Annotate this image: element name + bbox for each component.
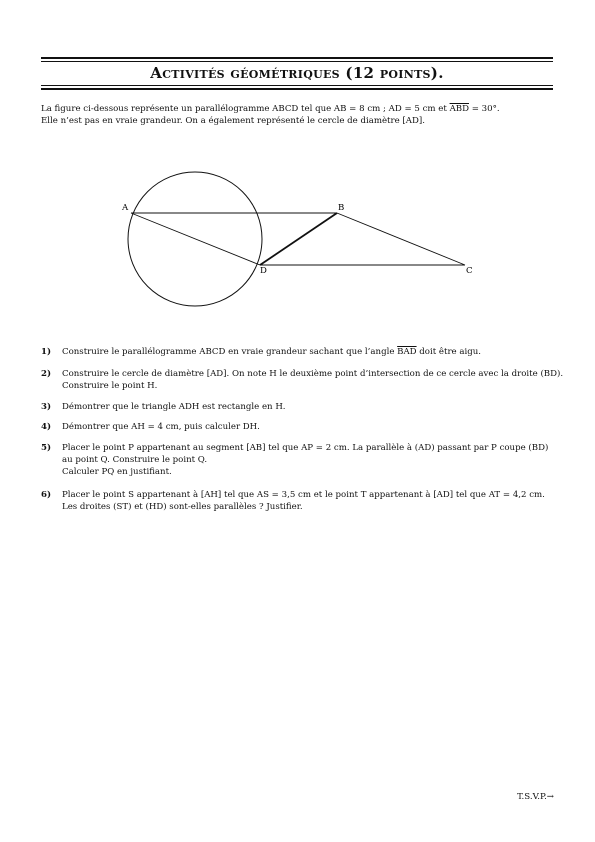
question-6-text <box>62 489 554 513</box>
angle-abd: $\overline{ABD}$ <box>449 104 469 114</box>
segment-ad <box>131 213 260 265</box>
question-3-line-1: Démontrer que le triangle ADH est rectangle en H. <box>62 402 286 412</box>
label-b: B <box>338 203 345 213</box>
segment-bc <box>337 213 465 265</box>
question-2-number: 2) <box>41 369 52 379</box>
question-4-number: 4) <box>41 422 52 432</box>
question-5-number: 5) <box>41 443 52 453</box>
label-a: A <box>122 203 129 213</box>
page-title: Activités géométriques (12 points). <box>150 64 444 82</box>
question-4-line-1: Démontrer que AH = 4 cm, puis calculer DH. <box>62 422 260 432</box>
intro-line-2: Elle n’est pas en vraie grandeur. On a également représenté le cercle de diamètre [AD]. <box>41 116 425 126</box>
segment-bd <box>260 213 337 265</box>
label-c: C <box>466 266 473 276</box>
question-2-line-1: Construire le cercle de diamètre [AD]. On note H le deuxième point d’intersection de ce cercle avec la droite (BD). <box>62 369 564 379</box>
question-3-text <box>62 401 554 413</box>
question-3-number: 3) <box>41 402 52 412</box>
question-5-line-3: Calculer PQ en justifiant. <box>62 467 172 477</box>
question-6-line-2: Les droites (ST) et (HD) sont-elles parallèles ? Justifier. <box>62 502 303 512</box>
question-5-line-1: Placer le point P appartenant au segment [AB] tel que AP = 2 cm. La parallèle à (AD) passant par P coupe (BD) <box>62 443 549 453</box>
question-2-text <box>62 368 564 392</box>
question-1-line-1 <box>62 346 554 358</box>
intro-line-1-prefix: La figure ci-dessous représente un parallélogramme ABCD tel que AB = 8 cm ; AD = 5 cm et <box>41 104 450 114</box>
question-1-line-1-text: Construire le parallélogramme ABCD en vraie grandeur sachant que l’angle <box>62 347 398 357</box>
question-6-number: 6) <box>41 490 52 500</box>
label-d: D <box>260 266 267 276</box>
question-6-line-1: Placer le point S appartenant à [AH] tel que AS = 3,5 cm et le point T appartenant à [AD] tel que AT = 4,2 cm. <box>62 490 545 500</box>
question-4-text <box>62 421 554 433</box>
intro-line-1-suffix: = 30°. <box>468 104 500 114</box>
question-5-text <box>62 442 554 478</box>
question-1-line-1-after: doit être aigu. <box>416 347 482 357</box>
turn-page-note: T.S.V.P.→ <box>517 792 554 802</box>
question-1-number: 1) <box>41 347 52 357</box>
question-2-line-2: Construire le point H. <box>62 381 158 391</box>
question-5-line-2: au point Q. Construire le point Q. <box>62 455 208 465</box>
question-1-text <box>62 346 554 358</box>
angle-bad: $\overline{BAD}$ <box>397 347 417 357</box>
